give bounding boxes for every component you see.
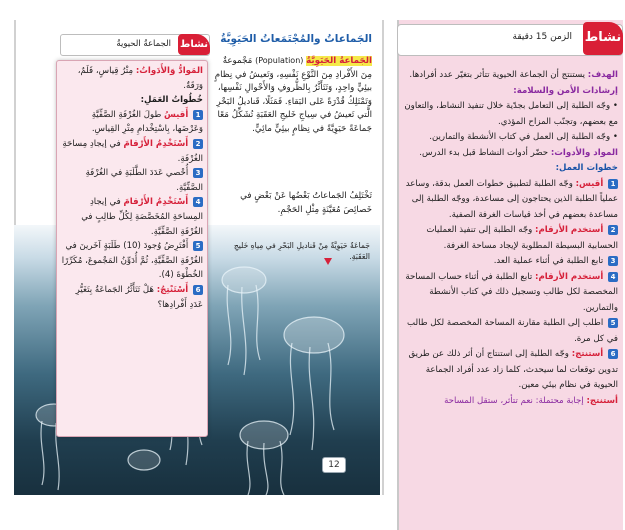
key-term: الجَماعةُ الحَيَوِيَّةُ [306,56,372,66]
step-number: 6 [193,285,203,295]
activity-step [60,137,203,166]
step-label: أَسْتَخْدِمُ الأَرْقامَ [123,138,189,149]
safety-label: إرشادات الأمن والسلامة: [513,85,618,96]
activity-step [60,195,203,239]
safety-item: • وجّه الطلبة إلى التعامل بجدّية خلال تنفيذ النشاط، والتعاون مع بعضهم، وتجنّب المزاح المؤذي. [404,101,618,127]
goal-label: الهدف: [587,70,618,80]
activity-box-title: الجماعةُ الحيويةُ [116,39,171,49]
teacher-activity-header [397,24,623,56]
step-label: أَسْتَخْدِمُ الأَرْقامَ [123,197,189,208]
step-number: 1 [193,110,203,120]
safety-text: وجّه الطلبة إلى التعامل بجدّية خلال تنفيذ النشاط، والتعاون مع بعضهم، وتجنّب المزاح المؤذي. [404,101,618,127]
safety-text: وجّه الطلبة إلى العمل في كتاب الأنشطة والتمارين. [429,132,611,142]
guide-step [400,347,618,394]
figure-caption: جَماعَةٌ حَيَوِيَّةٌ مِنْ قَناديلِ البَحْرِ في مِياهِ خَليجِ العَقَبَةِ. [233,241,370,261]
activity-step [60,283,203,312]
steps-label: خطوات العمل: [555,163,618,173]
step-number: 1 [608,179,618,189]
step-number: 5 [193,241,203,251]
activity-step [60,166,203,195]
step-label: أقيس: [575,178,604,189]
step-text: تابع الطلبة في أثناء حساب المساحة المخصصة لكل طالب وتسجيل ذلك في كتاب الأنشطة والتمارين. [405,271,618,313]
step-number: 3 [193,168,203,178]
step-number: 5 [608,318,618,328]
activity-materials [60,64,203,93]
materials-label: المواد والأدوات: [550,147,618,158]
main-paragraph [214,54,372,137]
guide-step [400,223,618,254]
activity-time: الزمن 15 دقيقة [512,32,572,42]
materials-block [400,146,618,162]
activity-box-header [60,34,210,56]
step-text: وجّه الطلبة إلى تنفيذ العمليات الحسابية البسيطة المطلوبة لإيجاد مساحة الغرفة. [426,225,618,251]
guide-step [400,177,618,224]
goal-text: يستنتج أن الجماعة الحيوية تتأثر بتغيّر عدد أفرادها. [409,70,586,80]
step-text: طولَ الغُرْفَةِ الصَّفِّيَّةِ وَعَرْضَها، بِاسْتِخْدامِ مِتْرِ القِياسِ. [91,109,203,135]
step-number: 6 [608,349,618,359]
guide-step [400,270,618,317]
guide-step [400,316,618,347]
activity-materials-text: مِتْرُ قِياسٍ، قَلَمٌ، وَرَقَةٌ. [77,66,203,91]
activity-step [60,108,203,137]
answer-block [400,394,618,410]
activity-box-content [60,64,203,312]
step-text: تابع الطلبة في أثناء عملية العد. [493,256,604,266]
materials-text: حضّر أدوات النشاط قبل بدء الدرس. [419,147,549,158]
activity-box-badge: نشاط [178,34,210,55]
step-label: أستخدم الأرقام: [535,225,604,235]
step-label: أَقيسُ [164,109,189,120]
safety-item: • وجّه الطلبة إلى العمل في كتاب الأنشطة والتمارين. [429,132,618,142]
step-text: في إيجادِ المِساحَةِ المُخَصَّصَةِ لِكُلِّ طالِبٍ في الغُرْفَةِ الصَّفِّيَّةِ. [81,197,203,237]
step-number: 2 [193,139,203,149]
page-number: 12 [322,457,346,473]
step-number: 4 [608,272,618,282]
step-number: 4 [193,197,203,207]
step-text: في إيجادِ مِساحَةِ الغُرْفَةِ. [62,138,203,164]
key-term-suffix: مَجْموعةٌ [222,56,253,66]
caption-pointer-icon [324,258,332,265]
step-label: أستخدم الأرقام: [535,271,604,282]
step-text: وجّه الطلبة لتطبيق خطوات العمل بدقة، وساعد عملياً الطلبة الذين يحتاجون إلى مساعدة، ووجّه الطلبة إلى مساعدة بعضهم في أخذ قياسات الغرفة الصفية. [405,178,618,220]
step-label: أستنتج: [571,349,604,359]
activity-steps-label: خُطُواتُ العَمَلِ: [140,95,203,106]
step-label: أَسْتَنْتِجُ: [156,284,189,295]
paragraph-text: مِنَ الأَفْرادِ مِنَ النَّوْعِ نَفْسِهِ، وَتَعيشُ في نِظامٍ بيئِيٍّ واحِدٍ، وَتَتَأَثَّرُ بِالظُّروفِ وَالأَحْوالِ نَفْسِها، وَتَمْتَلِكُ قُدْرَةً عَلى البَقاءِ. فَمَثَلًا، قَناديلُ البَحْرِ الَّتي تَعيشُ في سِياجِ خَليجِ العَقَبَةِ تُشَكِّلُ مَعًا جَماعَةً حَيَوِيَّةً في نِظامٍ بيئِيٍّ مائِيٍّ. [214,69,372,134]
step-text: اطلب إلى الطلبة مقارنة المساحة المخصصة لكل طالب في كل مرة. [407,318,618,344]
goal-block [400,68,618,84]
step-number: 2 [608,225,618,235]
section-title: الجَماعاتُ والمُجْتَمَعاتُ الحَيَوِيَّةُ [220,33,372,45]
activity-step [60,239,203,283]
activity-badge: نشاط [583,22,623,55]
guide-step [400,254,618,270]
step-text: أَفْتَرِضُ وُجودَ (10) طَلَبَةٍ آخَرينَ في الغُرْفَةِ الصَّفِّيَّةِ، ثُمَّ أُدَوِّنُ المَجْموعَ، مُكَرِّرًا الخُطْوَةَ (4). [61,241,203,281]
step-text: أُحْصي عَدَدَ الطَّلَبَةِ في الغُرْفَةِ الصَّفِّيَّةِ. [85,168,203,193]
key-term-english: (Population) [255,56,304,65]
answer-label: أستنتج: [586,395,618,406]
teacher-guide-content [400,68,618,409]
step-number: 3 [608,256,618,266]
step-text: هَلْ تَتَأَثَّرُ الجَماعَةُ بِتَغَيُّرِ عَدَدِ أَفْرادِها؟ [75,284,203,310]
second-paragraph: تَخْتَلِفُ الجَماعاتُ بَعْضُها عَنْ بَعْضٍ في خَصائِصَ مُعَيَّنَةٍ مِثْلِ الحَجْمِ. [240,191,372,215]
answer-text: إجابة محتملة: نعم تتأثر، ستقل المساحة [444,395,584,406]
activity-materials-label: المَوادُّ وَالأَدَواتُ: [135,66,203,76]
step-text: وجّه الطلبة إلى استنتاج أن أثر ذلك عن طريق تدوين توقعات لما سيحدث، كلما زاد عدد أفراد الجماعة الحيوية في نظام بيئي معين. [408,349,618,390]
